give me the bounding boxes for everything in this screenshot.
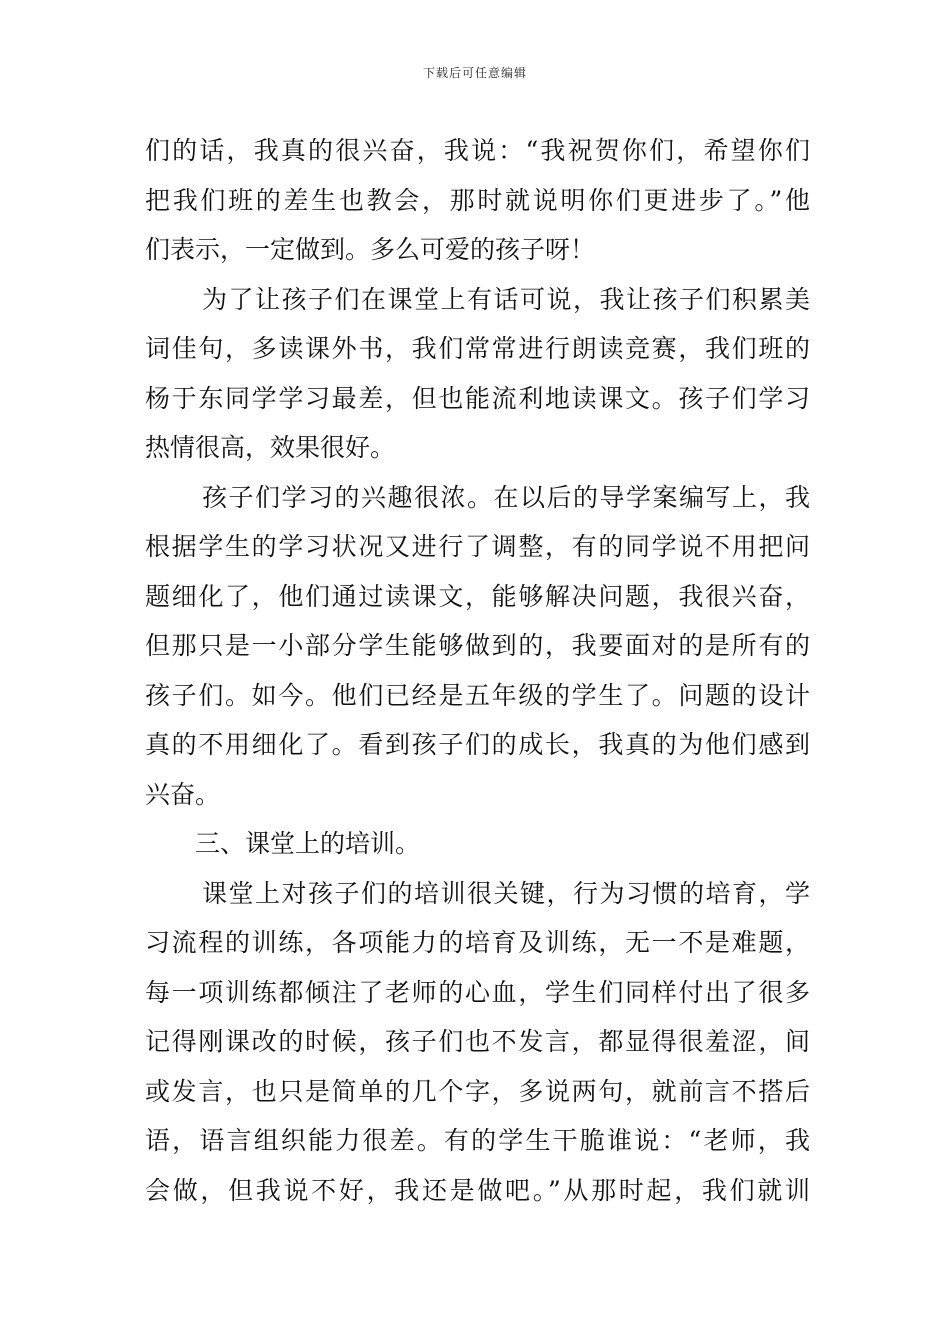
text-line: 记得刚课改的时候，孩子们也不发言，都显得很羞涩，间	[145, 1027, 810, 1056]
text-line: 题细化了，他们通过读课文，能够解决问题，我很兴奋，	[145, 581, 810, 611]
text-line: 们表示，一定做到。多么可爱的孩子呀！	[145, 235, 596, 264]
text-line: 根据学生的学习状况又进行了调整，有的同学说不用把问	[145, 532, 810, 561]
text-line: 或发言，也只是简单的几个字，多说两句，就前言不搭后	[145, 1076, 810, 1106]
page-header: 下载后可任意编辑	[422, 66, 527, 80]
text-line: 习流程的训练，各项能力的培育及训练，无一不是难题，	[145, 928, 810, 957]
text-line: 孩子们。如今。他们已经是五年级的学生了。问题的设计	[145, 680, 810, 710]
text-line: 热情很高，效果很好。	[145, 433, 396, 462]
text-line: 为了让孩子们在课堂上有话可说，我让孩子们积累美	[202, 284, 810, 314]
text-line: 词佳句，多读课外书，我们常常进行朗读竞赛，我们班的	[145, 334, 810, 363]
text-line: 们的话，我真的很兴奋，我说：“我祝贺你们，希望你们	[145, 136, 810, 165]
section-heading: 三、课堂上的培训。	[195, 829, 421, 858]
document-body	[145, 126, 810, 1215]
text-line: 把我们班的差生也教会，那时就说明你们更进步了。”他	[145, 185, 810, 215]
text-line: 语，语言组织能力很差。有的学生干脆谁说：“老师，我	[145, 1126, 810, 1155]
text-line: 每一项训练都倾注了老师的心血，学生们同样付出了很多	[145, 977, 810, 1007]
text-line: 会做，但我说不好，我还是做吧。”从那时起，我们就训	[145, 1175, 810, 1205]
text-line: 杨于东同学学习最差，但也能流利地读课文。孩子们学习	[145, 383, 810, 413]
text-line: 兴奋。	[145, 779, 221, 809]
text-line: 但那只是一小部分学生能够做到的，我要面对的是所有的	[145, 631, 810, 660]
text-line: 真的不用细化了。看到孩子们的成长，我真的为他们感到	[145, 730, 810, 759]
text-line: 课堂上对孩子们的培训很关键，行为习惯的培育，学	[202, 878, 810, 908]
text-line: 孩子们学习的兴趣很浓。在以后的导学案编写上，我	[202, 482, 810, 512]
